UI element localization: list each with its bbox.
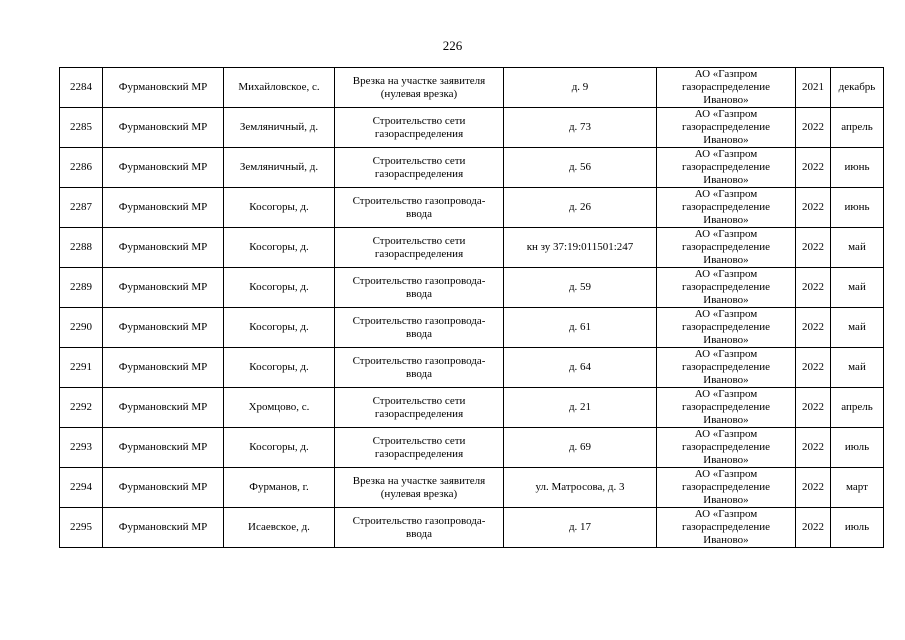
- year-cell: 2022: [796, 108, 831, 148]
- row-number-cell: 2289: [60, 268, 103, 308]
- work-type-line: газораспределения: [374, 167, 464, 180]
- organization-line: Иваново»: [703, 214, 749, 226]
- month-cell: май: [831, 228, 884, 268]
- organization-line: АО «Газпром: [694, 388, 758, 400]
- organization-line: АО «Газпром: [694, 308, 758, 320]
- work-type-cell: [335, 228, 504, 268]
- organization-cell: [657, 388, 796, 428]
- address-cell: кн зу 37:19:011501:247: [504, 228, 657, 268]
- organization-line: газораспределение: [681, 241, 771, 253]
- organization-line: АО «Газпром: [694, 148, 758, 160]
- organization-line: газораспределение: [681, 81, 771, 93]
- organization-line: газораспределение: [681, 521, 771, 533]
- organization-cell: [657, 348, 796, 388]
- row-number-cell: 2286: [60, 148, 103, 188]
- organization-cell: [657, 108, 796, 148]
- work-type-cell: [335, 468, 504, 508]
- year-cell: 2022: [796, 308, 831, 348]
- settlement-cell: Михайловское, с.: [224, 68, 335, 108]
- settlement-cell: Хромцово, с.: [224, 388, 335, 428]
- month-cell: июль: [831, 428, 884, 468]
- work-type-cell: [335, 188, 504, 228]
- district-cell: Фурмановский МР: [103, 428, 224, 468]
- organization-line: газораспределение: [681, 401, 771, 413]
- work-type-cell: [335, 508, 504, 548]
- year-cell: 2022: [796, 428, 831, 468]
- month-cell: май: [831, 268, 884, 308]
- year-cell: 2022: [796, 268, 831, 308]
- organization-line: газораспределение: [681, 441, 771, 453]
- work-type-line: ввода: [406, 207, 432, 220]
- table-row: [60, 388, 884, 428]
- table-row: [60, 108, 884, 148]
- work-type-line: ввода: [406, 367, 432, 380]
- work-type-cell: [335, 428, 504, 468]
- work-type-cell: [335, 268, 504, 308]
- organization-line: газораспределение: [681, 481, 771, 493]
- table-row: [60, 188, 884, 228]
- work-type-line: ввода: [406, 527, 432, 540]
- organization-line: Иваново»: [703, 494, 749, 506]
- month-cell: декабрь: [831, 68, 884, 108]
- organization-cell: [657, 188, 796, 228]
- work-type-line: Строительство газопровода-: [352, 354, 486, 367]
- organization-line: АО «Газпром: [694, 468, 758, 480]
- work-type-cell: [335, 348, 504, 388]
- row-number-cell: 2287: [60, 188, 103, 228]
- page-number: 226: [442, 38, 463, 53]
- district-cell: Фурмановский МР: [103, 188, 224, 228]
- row-number-cell: 2285: [60, 108, 103, 148]
- work-type-line: Строительство сети: [372, 154, 466, 167]
- work-type-line: газораспределения: [374, 447, 464, 460]
- work-type-cell: [335, 308, 504, 348]
- month-cell: июнь: [831, 148, 884, 188]
- table-row: [60, 268, 884, 308]
- organization-line: Иваново»: [703, 94, 749, 106]
- work-type-line: Строительство газопровода-: [352, 314, 486, 327]
- organization-line: газораспределение: [681, 321, 771, 333]
- organization-line: АО «Газпром: [694, 68, 758, 80]
- month-cell: апрель: [831, 388, 884, 428]
- work-type-line: газораспределения: [374, 247, 464, 260]
- month-cell: май: [831, 348, 884, 388]
- row-number-cell: 2291: [60, 348, 103, 388]
- district-cell: Фурмановский МР: [103, 68, 224, 108]
- row-number-cell: 2292: [60, 388, 103, 428]
- year-cell: 2022: [796, 468, 831, 508]
- organization-line: АО «Газпром: [694, 508, 758, 520]
- organization-cell: [657, 428, 796, 468]
- month-cell: апрель: [831, 108, 884, 148]
- organization-line: Иваново»: [703, 254, 749, 266]
- organization-line: Иваново»: [703, 454, 749, 466]
- organization-line: АО «Газпром: [694, 108, 758, 120]
- work-type-cell: [335, 148, 504, 188]
- row-number-cell: 2293: [60, 428, 103, 468]
- organization-cell: [657, 148, 796, 188]
- year-cell: 2021: [796, 68, 831, 108]
- district-cell: Фурмановский МР: [103, 508, 224, 548]
- organization-cell: [657, 268, 796, 308]
- table-row: [60, 148, 884, 188]
- organization-line: газораспределение: [681, 281, 771, 293]
- address-cell: д. 69: [504, 428, 657, 468]
- work-type-line: (нулевая врезка): [380, 487, 458, 500]
- gas-works-table: [59, 67, 884, 548]
- row-number-cell: 2294: [60, 468, 103, 508]
- address-cell: ул. Матросова, д. 3: [504, 468, 657, 508]
- table-body: [60, 68, 884, 548]
- row-number-cell: 2295: [60, 508, 103, 548]
- district-cell: Фурмановский МР: [103, 148, 224, 188]
- organization-line: АО «Газпром: [694, 228, 758, 240]
- organization-line: газораспределение: [681, 201, 771, 213]
- address-cell: д. 56: [504, 148, 657, 188]
- month-cell: март: [831, 468, 884, 508]
- address-cell: д. 61: [504, 308, 657, 348]
- settlement-cell: Исаевское, д.: [224, 508, 335, 548]
- work-type-line: Врезка на участке заявителя: [352, 74, 486, 87]
- work-type-line: ввода: [406, 287, 432, 300]
- organization-line: газораспределение: [681, 121, 771, 133]
- table-row: [60, 68, 884, 108]
- organization-line: газораспределение: [681, 161, 771, 173]
- table-row: [60, 468, 884, 508]
- organization-cell: [657, 468, 796, 508]
- table-row: [60, 228, 884, 268]
- address-cell: д. 59: [504, 268, 657, 308]
- organization-line: Иваново»: [703, 534, 749, 546]
- address-cell: д. 21: [504, 388, 657, 428]
- year-cell: 2022: [796, 508, 831, 548]
- work-type-line: Врезка на участке заявителя: [352, 474, 486, 487]
- address-cell: д. 26: [504, 188, 657, 228]
- table-row: [60, 428, 884, 468]
- month-cell: июнь: [831, 188, 884, 228]
- district-cell: Фурмановский МР: [103, 388, 224, 428]
- work-type-line: газораспределения: [374, 407, 464, 420]
- district-cell: Фурмановский МР: [103, 268, 224, 308]
- organization-cell: [657, 508, 796, 548]
- address-cell: д. 17: [504, 508, 657, 548]
- organization-line: АО «Газпром: [694, 348, 758, 360]
- organization-line: Иваново»: [703, 334, 749, 346]
- settlement-cell: Фурманов, г.: [224, 468, 335, 508]
- district-cell: Фурмановский МР: [103, 468, 224, 508]
- work-type-line: Строительство сети: [372, 114, 466, 127]
- row-number-cell: 2284: [60, 68, 103, 108]
- district-cell: Фурмановский МР: [103, 108, 224, 148]
- work-type-cell: [335, 108, 504, 148]
- organization-line: Иваново»: [703, 174, 749, 186]
- year-cell: 2022: [796, 388, 831, 428]
- work-type-line: Строительство газопровода-: [352, 514, 486, 527]
- organization-line: Иваново»: [703, 134, 749, 146]
- address-cell: д. 64: [504, 348, 657, 388]
- organization-line: Иваново»: [703, 294, 749, 306]
- work-type-line: Строительство сети: [372, 434, 466, 447]
- work-type-line: (нулевая врезка): [380, 87, 458, 100]
- work-type-line: Строительство газопровода-: [352, 194, 486, 207]
- district-cell: Фурмановский МР: [103, 348, 224, 388]
- work-type-cell: [335, 388, 504, 428]
- year-cell: 2022: [796, 228, 831, 268]
- organization-line: АО «Газпром: [694, 428, 758, 440]
- organization-line: Иваново»: [703, 374, 749, 386]
- year-cell: 2022: [796, 148, 831, 188]
- work-type-cell: [335, 68, 504, 108]
- district-cell: Фурмановский МР: [103, 228, 224, 268]
- settlement-cell: Косогоры, д.: [224, 188, 335, 228]
- settlement-cell: Косогоры, д.: [224, 228, 335, 268]
- settlement-cell: Косогоры, д.: [224, 348, 335, 388]
- organization-line: Иваново»: [703, 414, 749, 426]
- row-number-cell: 2290: [60, 308, 103, 348]
- month-cell: май: [831, 308, 884, 348]
- organization-line: АО «Газпром: [694, 188, 758, 200]
- work-type-line: ввода: [406, 327, 432, 340]
- settlement-cell: Земляничный, д.: [224, 108, 335, 148]
- organization-cell: [657, 228, 796, 268]
- table-row: [60, 308, 884, 348]
- month-cell: июль: [831, 508, 884, 548]
- settlement-cell: Косогоры, д.: [224, 268, 335, 308]
- year-cell: 2022: [796, 188, 831, 228]
- settlement-cell: Косогоры, д.: [224, 428, 335, 468]
- work-type-line: Строительство газопровода-: [352, 274, 486, 287]
- district-cell: Фурмановский МР: [103, 308, 224, 348]
- table-row: [60, 508, 884, 548]
- organization-line: газораспределение: [681, 361, 771, 373]
- work-type-line: Строительство сети: [372, 234, 466, 247]
- work-type-line: Строительство сети: [372, 394, 466, 407]
- table-row: [60, 348, 884, 388]
- row-number-cell: 2288: [60, 228, 103, 268]
- organization-cell: [657, 308, 796, 348]
- address-cell: д. 73: [504, 108, 657, 148]
- address-cell: д. 9: [504, 68, 657, 108]
- settlement-cell: Земляничный, д.: [224, 148, 335, 188]
- organization-cell: [657, 68, 796, 108]
- work-type-line: газораспределения: [374, 127, 464, 140]
- settlement-cell: Косогоры, д.: [224, 308, 335, 348]
- organization-line: АО «Газпром: [694, 268, 758, 280]
- year-cell: 2022: [796, 348, 831, 388]
